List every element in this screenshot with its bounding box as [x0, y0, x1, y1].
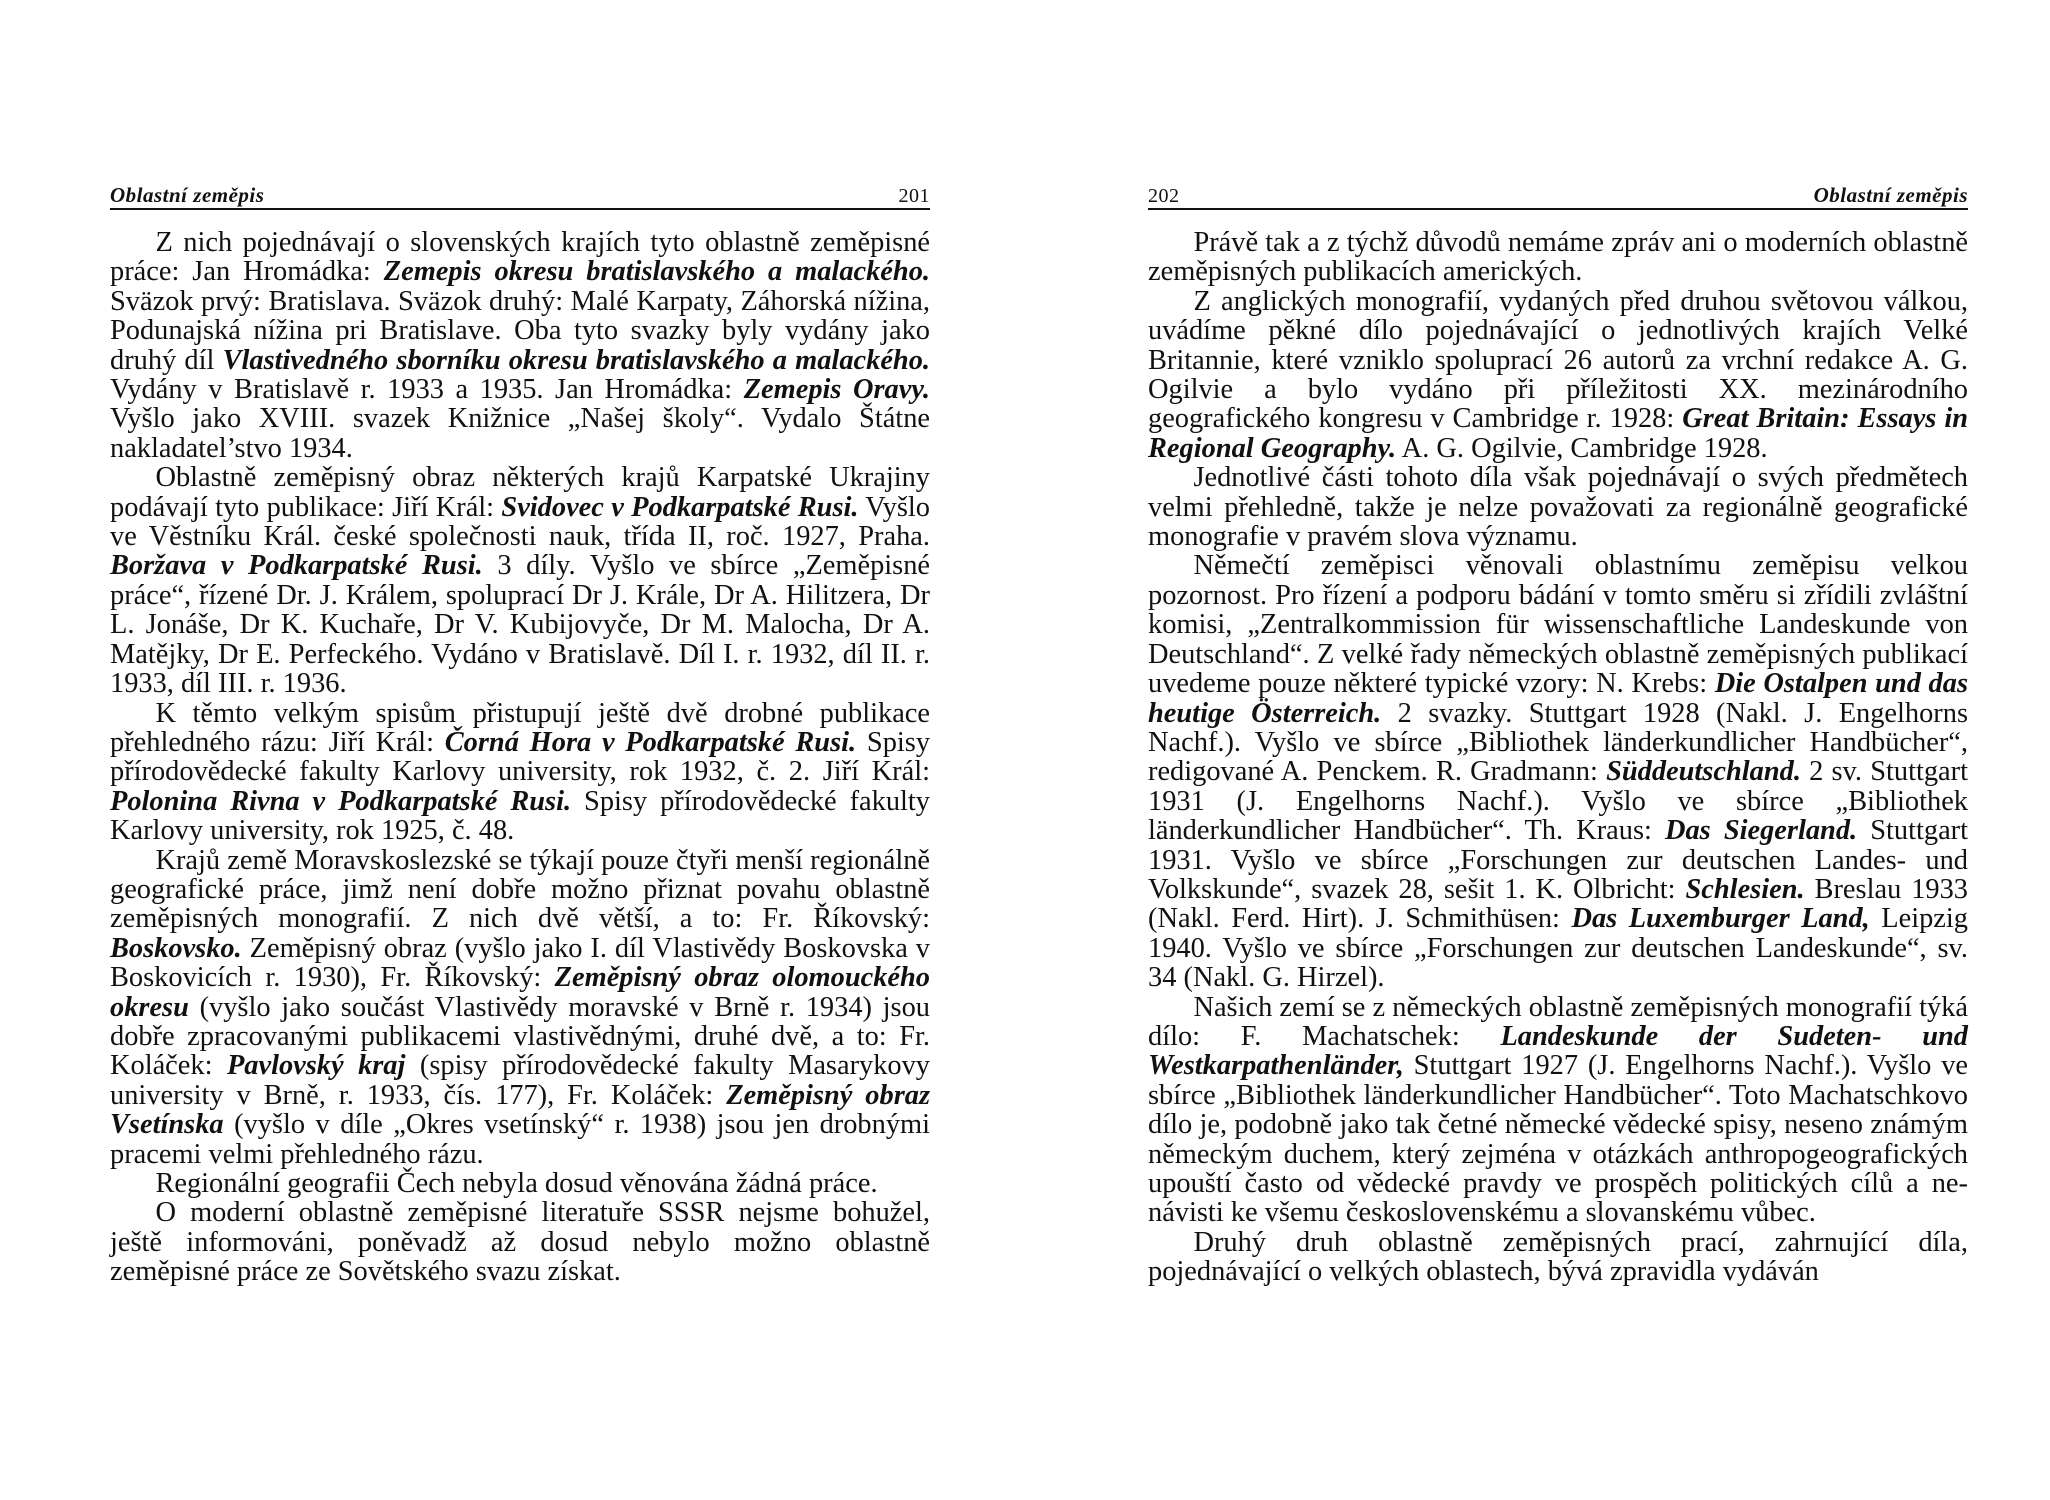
paragraph: Jednotlivé části tohoto díla však pojednávají o svých předmětech velmi přehledně, takže je nelze považovati za regionálně geografické monografie v pravém slova významu. [1148, 462, 1968, 553]
paragraph: O moderní oblastně zeměpisné literatuře SSSR nejsme bohužel, ještě informováni, poněvadž až dosud nebylo možno oblastně zeměpisné práce ze Sovětského svazu získat. [110, 1197, 930, 1288]
paragraph: Druhý druh oblastně zeměpisných prací, zahrnující díla, pojednávající o velkých oblastech, bývá zpravidla vydáván [1148, 1226, 1968, 1288]
paragraph: Právě tak a z týchž důvodů nemáme zpráv ani o moderních oblastně zeměpisných publikacích amerických. [1148, 227, 1968, 288]
italic-title: Zemepis Oravy. [743, 374, 930, 406]
italic-title: Schlesien. [1685, 873, 1805, 905]
paragraph: Regionální geografii Čech nebyla dosud věnována žádná práce. [155, 1168, 878, 1199]
running-title: Oblastní zeměpis [1813, 183, 1968, 207]
page-number: 202 [1148, 185, 1180, 207]
paragraph: Oblastně zeměpisný obraz některých krajů Karpatské Ukrajiny podávají tyto publikace: Jiří Král: Svidovec v Podkarpatské Rusi. Vyšlo ve Věstníku Král. české společnosti nauk, třída II, roč. 1927, Praha. Boržava v Podkarpatské Rusi. 3 díly. Vyšlo ve sbírce „Zeměpisné práce“, řízené Dr. J. Králem, spoluprací Dr J. Krále, Dr A. Hilitzera, Dr L. Jonáše, Dr K. Kuchaře, Dr V. Kubijovyče, Dr M. Malocha, Dr A. Matějky, Dr E. Perfeckého. Vydáno v Bratislavě. Díl I. r. 1932, díl II. r. 1933, díl III. r. 1936. [110, 462, 930, 700]
paragraph: Krajů země Moravskoslezské se týkají pouze čtyři menší regionálně geografické práce, jimž není dobře možno přiznat povahu oblastně zeměpisných monografií. Z nich dvě větší, a to: Fr. Říkovský: Boskovsko. Zeměpisný obraz (vyšlo jako I. díl Vlastivědy Boskovska v Boskovicích r. 1930), Fr. Říkovský: Zeměpisný obraz olomouckého okresu (vyšlo jako součást Vlastivědy moravské v Brně r. 1934) jsou dobře zpracovanými publikacemi vlastivědnými, druhé dvě, a to: Fr. Koláček: Pavlovský kraj (spisy přírodovědecké fakulty Masarykovy university v Brně, r. 1933, čís. 177), Fr. Koláček: Zeměpisný obraz Vsetínska (vyšlo v díle „Okres vsetínský“ r. 1938) jsou jen drobnými pracemi velmi přehledného rázu. [110, 844, 930, 1170]
italic-title: Čorná Hora v Podkarpatské Rusi. [444, 726, 857, 758]
running-title: Oblastní zeměpis [110, 183, 265, 207]
italic-title: Zeměpisný obraz olomouckého okresu [110, 962, 930, 1023]
running-head [1148, 178, 1968, 210]
paragraph: Z nich pojednávají o slovenských krajích tyto oblastně zeměpisné práce: Jan Hromádka: Zemepis okresu bratislavského a malackého. Sväzok prvý: Bratislava. Sväzok druhý: Malé Karpaty, Záhorská nížina, Podunajská nížina pri Bratislave. Oba tyto svazky byly vydány jako druhý díl Vlastivedného sborníku okresu bratislavského a malackého. Vydány v Bratislavě r. 1933 a 1935. Jan Hromádka: Zemepis Oravy. Vyšlo jako XVIII. svazek Knižnice „Našej školy“. Vydalo Štátne nakladatel’stvo 1934. [110, 227, 930, 464]
page-body [1148, 228, 1968, 1287]
italic-title: Das Siegerland. [1664, 815, 1858, 847]
italic-title: Pavlovský kraj [226, 1050, 406, 1082]
italic-title: Vlastivedného sborníku okresu bratislavského a malackého. [222, 344, 930, 376]
italic-title: Boskovsko. [110, 932, 242, 964]
italic-title: Die Ostalpen und das heutige Österreich. [1148, 668, 1968, 729]
page-body [110, 228, 930, 1287]
italic-title: Boržava v Podkarpatské Rusi. [110, 550, 483, 582]
italic-title: Polonina Rivna v Podkarpatské Rusi. [110, 785, 572, 817]
italic-title: Zemepis okresu bratislavského a malackého. [383, 256, 930, 288]
left-page [110, 178, 930, 1287]
italic-title: Süddeutschland. [1606, 756, 1801, 788]
paragraph: Z anglických monografií, vydaných před druhou světovou válkou, uvádíme pěkné dílo pojednávající o jednotlivých krajích Velké Britannie, které vzniklo spoluprací 26 autorů za vrchní redakce A. G. Ogilvie a bylo vydáno při příležitosti XX. mezinárodního geografického kongresu v Cambridge r. 1928: Great Britain: Essays in Regional Geography. A. G. Ogilvie, Cambridge 1928. [1148, 285, 1968, 464]
italic-title: Landeskunde der Sudeten- und Westkarpathenländer, [1148, 1020, 1969, 1082]
italic-title: Great Britain: Essays in Regional Geography. [1148, 403, 1968, 464]
page-number: 201 [898, 185, 930, 207]
right-page [1148, 178, 1968, 1287]
italic-title: Svidovec v Podkarpatské Rusi. [501, 491, 859, 523]
paragraph: Našich zemí se z německých oblastně zeměpisných monografií týká dílo: F. Machatschek: Landeskunde der Sudeten- und Westkarpathenländer, Stuttgart 1927 (J. Engelhorns Nachf.). Vyšlo ve sbírce „Bibliothek länderkundlicher Handbücher“. Toto Machatschkovo dílo je, podobně jako tak četné německé vědecké spisy, neseno známým německým duchem, který zejména v otázkách anthropogeografických upouští často od vědecké pravdy ve prospěch politických cílů a nenávisti ke všemu československému a slovanskému vůbec. [1148, 991, 1969, 1229]
paragraph: Němečtí zeměpisci věnovali oblastnímu zeměpisu velkou pozornost. Pro řízení a podporu bádání v tomto směru si zřídili zvláštní komisi, „Zentralkommission für wissenschaftliche Landeskunde von Deutschland“. Z velké řady německých oblastně zeměpisných publikací uvedeme pouze některé typické vzory: N. Krebs: Die Ostalpen und das heutige Österreich. 2 svazky. Stuttgart 1928 (Nakl. J. Engelhorns Nachf.). Vyšlo ve sbírce „Bibliothek länderkundlicher Handbücher“, redigované A. Penckem. R. Gradmann: Süddeutschland. 2 sv. Stuttgart 1931 (J. Engelhorns Nachf.). Vyšlo ve sbírce „Bibliothek länderkundlicher Handbücher“. Th. Kraus: Das Siegerland. Stuttgart 1931. Vyšlo ve sbírce „Forschungen zur deutschen Landes- und Volkskunde“, svazek 28, sešit 1. K. Olbricht: Schlesien. Breslau 1933 (Nakl. Ferd. Hirt). J. Schmithüsen: Das Luxemburger Land, Leipzig 1940. Vyšlo ve sbírce „Forschungen zur deutschen Landeskunde“, sv. 34 (Nakl. G. Hirzel). [1148, 550, 1969, 994]
italic-title: Zeměpisný obraz Vsetínska [110, 1079, 930, 1141]
running-head [110, 178, 930, 210]
italic-title: Das Luxemburger Land, [1571, 903, 1870, 935]
paragraph: K těmto velkým spisům přistupují ještě dvě drobné publikace přehledného rázu: Jiří Král: Čorná Hora v Podkarpatské Rusi. Spisy přírodovědecké fakulty Karlovy university, rok 1932, č. 2. Jiří Král: Polonina Rivna v Podkarpatské Rusi. Spisy přírodovědecké fakulty Karlovy university, rok 1925, č. 48. [110, 697, 931, 847]
